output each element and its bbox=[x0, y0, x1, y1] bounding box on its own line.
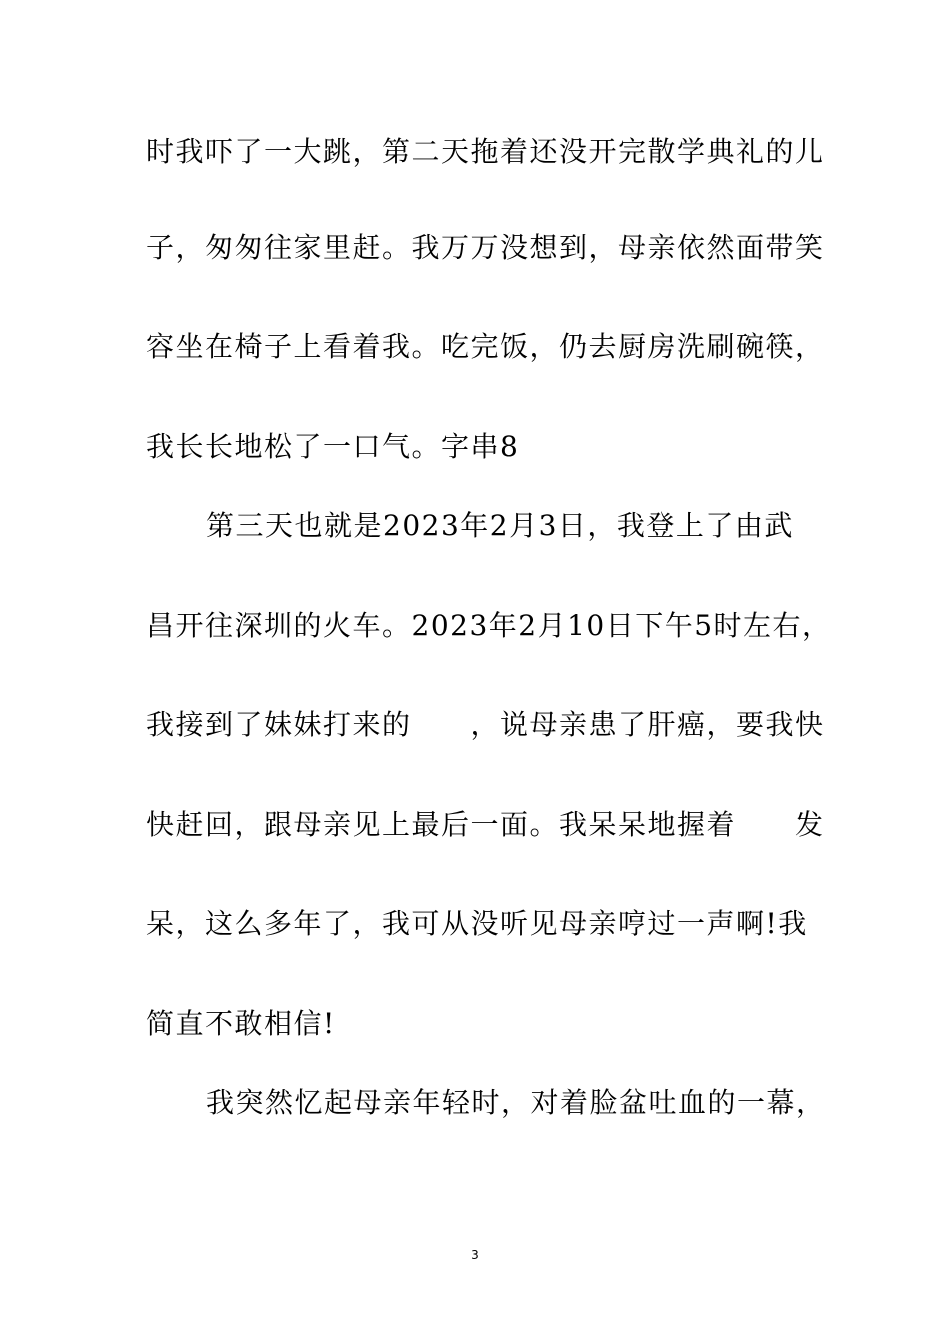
text-line-1: 时我吓了一大跳，第二天拖着还没开完散学典礼的儿 bbox=[146, 135, 825, 168]
page-number: 3 bbox=[471, 1248, 479, 1262]
text-line-9: 呆，这么多年了，我可从没听见母亲哼过一声啊!我 bbox=[146, 907, 808, 940]
text-line-6: 昌开往深圳的火车。2023年2月10日下午5时左右， bbox=[146, 609, 832, 642]
text-line-2: 子，匆匆往家里赶。我万万没想到，母亲依然面带笑 bbox=[146, 231, 825, 264]
text-line-8: 快赶回，跟母亲见上最后一面。我呆呆地握着 发 bbox=[146, 808, 825, 841]
text-line-4: 我长长地松了一口气。字串8 bbox=[146, 430, 520, 463]
text-line-11-paragraph-start: 我突然忆起母亲年轻时，对着脸盆吐血的一幕， bbox=[206, 1086, 826, 1119]
text-line-10: 简直不敢相信! bbox=[146, 1007, 336, 1040]
text-line-3: 容坐在椅子上看着我。吃完饭，仍去厨房洗刷碗筷， bbox=[146, 330, 825, 363]
text-line-5-paragraph-start: 第三天也就是2023年2月3日，我登上了由武 bbox=[206, 509, 794, 542]
text-line-7: 我接到了妹妹打来的 ，说母亲患了肝癌，要我快 bbox=[146, 708, 825, 741]
